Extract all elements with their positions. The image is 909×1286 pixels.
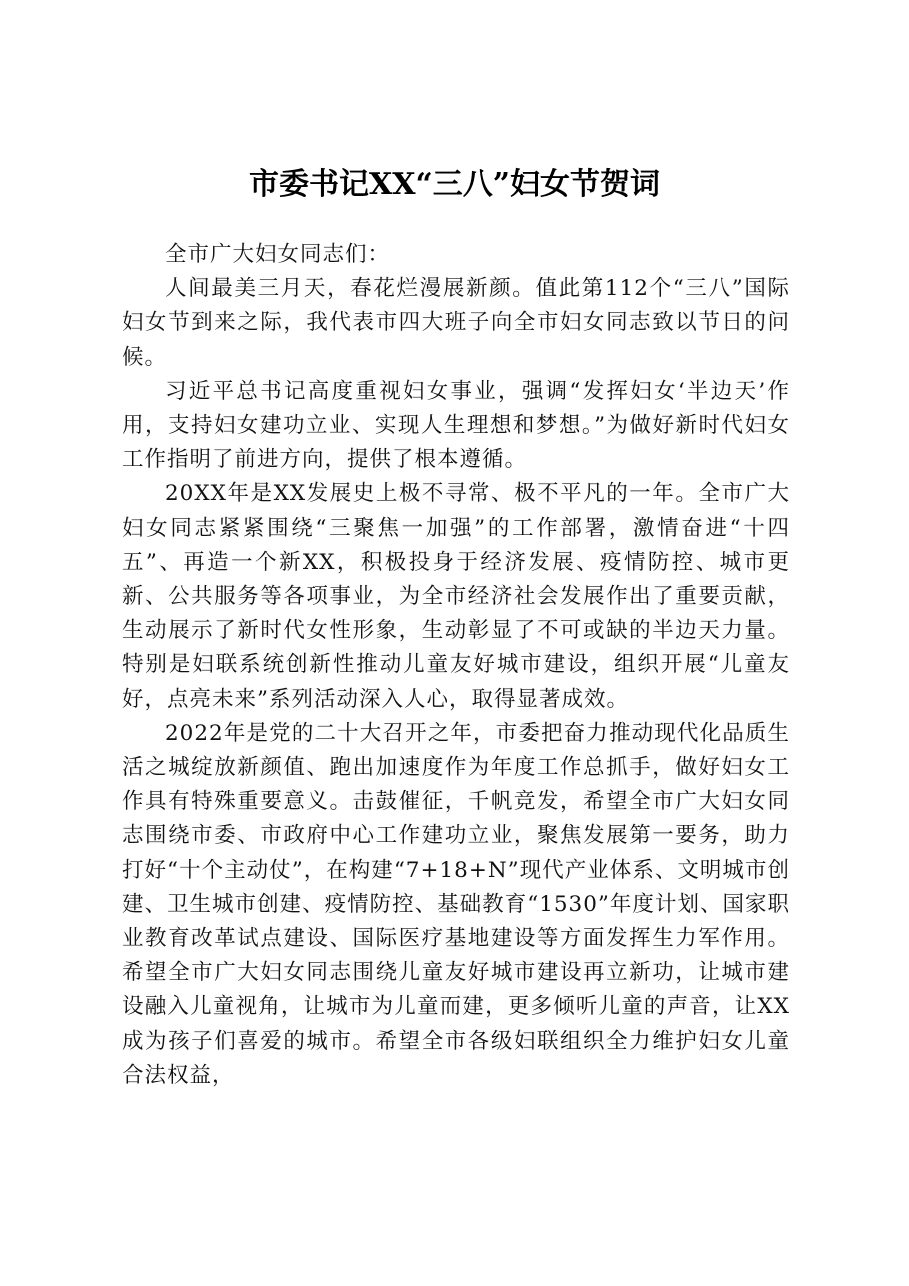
paragraph-2: 习近平总书记高度重视妇女事业，强调“发挥妇女‘半边天’作用，支持妇女建功立业、实现人生理想和梦想。”为做好新时代妇女工作指明了前进方向，提供了根本遵循。 [122,378,790,473]
document-body [122,238,790,1093]
paragraph-4: 2022年是党的二十大召开之年，市委把奋力推动现代化品质生活之城绽放新颜值、跑出加速度作为年度工作总抓手，做好妇女工作具有特殊重要意义。击鼓催征，千帆竞发，希望全市广大妇女同志围绕市委、市政府中心工作建功立业，聚焦发展第一要务，助力打好“十个主动仗”，在构建“7+18+N”现代产业体系、文明城市创建、卫生城市创建、疫情防控、基础教育“1530”年度计划、国家职业教育改革试点建设、国际医疗基地建设等方面发挥生力军作用。希望全市广大妇女同志围绕儿童友好城市建设再立新功，让城市建设融入儿童视角，让城市为儿童而建，更多倾听儿童的声音，让XX成为孩子们喜爱的城市。希望全市各级妇联组织全力维护妇女儿童合法权益， [122,720,790,1088]
paragraph-1: 人间最美三月天，春花烂漫展新颜。值此第112个“三八”国际妇女节到来之际，我代表市四大班子向全市妇女同志致以节日的问候。 [122,276,790,370]
greeting-line: 全市广大妇女同志们： [165,242,391,267]
document-title: 市委书记XX“三八”妇女节贺词 [248,167,661,202]
paragraph-3: 20XX年是XX发展史上极不寻常、极不平凡的一年。全市广大妇女同志紧紧围绕“三聚焦一加强”的工作部署，激情奋进“十四五”、再造一个新XX，积极投身于经济发展、疫情防控、城市更新、公共服务等各项事业，为全市经济社会发展作出了重要贡献，生动展示了新时代女性形象，生动彰显了不可或缺的半边天力量。特别是妇联系统创新性推动儿童友好城市建设，组织开展“儿童友好，点亮未来”系列活动深入人心，取得显著成效。 [122,481,790,712]
